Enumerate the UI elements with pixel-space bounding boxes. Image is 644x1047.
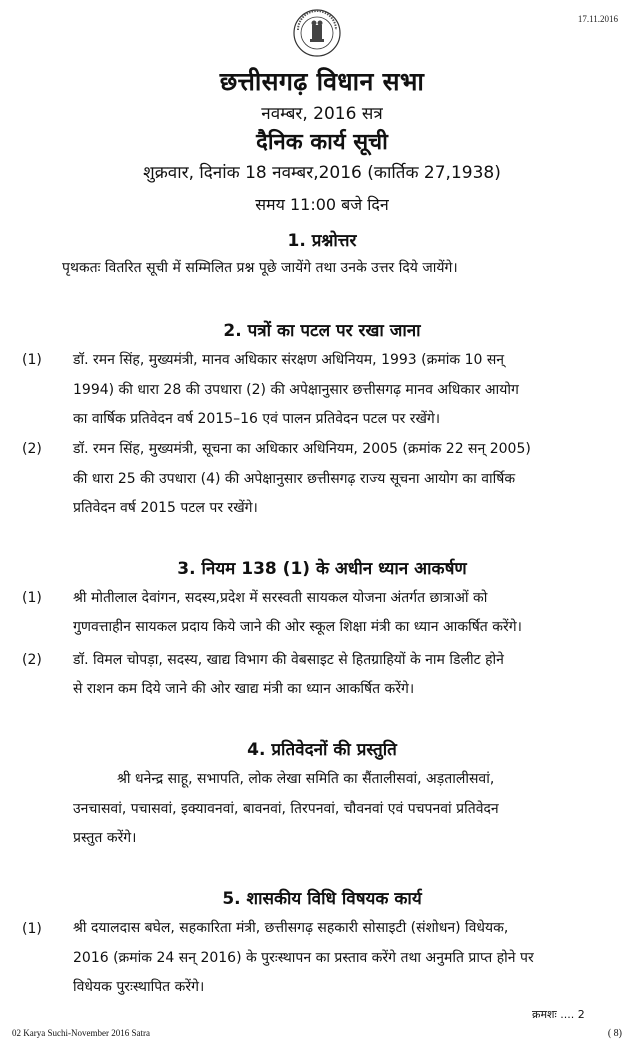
section-1-text: पृथकतः वितरित सूची में सम्मिलित प्रश्न पूछे जायेंगे तथा उनके उत्तर दिये जायेंगे। xyxy=(62,260,458,276)
section-3-heading: 3. नियम 138 (1) के अधीन ध्यान आकर्षण xyxy=(177,559,467,579)
item-line: का वार्षिक प्रतिवेदन वर्ष 2015–16 एवं पालन प्रतिवेदन पटल पर रखेंगे। xyxy=(73,411,441,427)
time-line: समय 11:00 बजे दिन xyxy=(255,195,389,214)
section-4-line: उनचासवां, पचासवां, इक्यावनवां, बावनवां, तिरपनवां, चौवनवां एवं पचपनवां प्रतिवेदन xyxy=(73,801,499,817)
day-date-line: शुक्रवार, दिनांक 18 नवम्बर,2016 (कार्तिक 27,1938) xyxy=(143,163,501,183)
item-number: (1) xyxy=(22,590,42,606)
section-4-line: प्रस्तुत करेंगे। xyxy=(73,830,137,846)
assembly-emblem-icon xyxy=(292,8,342,58)
continued-note: क्रमशः .... 2 xyxy=(532,1008,585,1021)
item-number: (1) xyxy=(22,921,42,937)
file-name-footer: 02 Karya Suchi-November 2016 Satra xyxy=(12,1028,150,1038)
page-title: छत्तीसगढ़ विधान सभा xyxy=(219,67,425,96)
item-line: से राशन कम दिये जाने की ओर खाद्य मंत्री का ध्यान आकर्षित करेंगे। xyxy=(73,681,415,697)
item-line: डॉ. रमन सिंह, मुख्यमंत्री, मानव अधिकार संरक्षण अधिनियम, 1993 (क्रमांक 10 सन् xyxy=(73,352,505,368)
section-4-heading: 4. प्रतिवेदनों की प्रस्तुति xyxy=(247,740,397,760)
section-2-heading: 2. पत्रों का पटल पर रखा जाना xyxy=(223,321,421,341)
agenda-subtitle: दैनिक कार्य सूची xyxy=(256,130,388,155)
item-line: विधेयक पुरःस्थापित करेंगे। xyxy=(73,979,205,995)
item-line: गुणवत्ताहीन सायकल प्रदाय किये जाने की ओर स्कूल शिक्षा मंत्री का ध्यान आकर्षित करेंगे। xyxy=(73,619,522,635)
item-line: प्रतिवेदन वर्ष 2015 पटल पर रखेंगे। xyxy=(73,500,258,516)
item-number: (2) xyxy=(22,652,42,668)
section-4-line: श्री धनेन्द्र साहू, सभापति, लोक लेखा समिति का सैंतालीसवां, अड़तालीसवां, xyxy=(117,771,495,787)
item-number: (2) xyxy=(22,441,42,457)
item-line: डॉ. विमल चोपड़ा, सदस्य, खाद्य विभाग की वेबसाइट से हितग्राहियों के नाम डिलीट होने xyxy=(73,652,504,668)
session-line: नवम्बर, 2016 सत्र xyxy=(261,104,383,124)
item-line: श्री मोतीलाल देवांगन, सदस्य,प्रदेश में सरस्वती सायकल योजना अंतर्गत छात्राओं को xyxy=(73,590,488,606)
item-line: 1994) की धारा 28 की उपधारा (2) की अपेक्षानुसार छत्तीसगढ़ मानव अधिकार आयोग xyxy=(73,382,519,398)
item-line: 2016 (क्रमांक 24 सन् 2016) के पुरःस्थापन का प्रस्ताव करेंगे तथा अनुमति प्राप्त होने पर xyxy=(73,950,534,966)
item-number: (1) xyxy=(22,352,42,368)
section-5-heading: 5. शासकीय विधि विषयक कार्य xyxy=(222,889,422,909)
date-stamp: 17.11.2016 xyxy=(577,14,618,24)
item-line: की धारा 25 की उपधारा (4) की अपेक्षानुसार छत्तीसगढ़ राज्य सूचना आयोग का वार्षिक xyxy=(73,471,516,487)
item-line: डॉ. रमन सिंह, मुख्यमंत्री, सूचना का अधिकार अधिनियम, 2005 (क्रमांक 22 सन् 2005) xyxy=(73,441,531,457)
page-number: ( 8) xyxy=(607,1028,622,1039)
section-1-heading: 1. प्रश्नोत्तर xyxy=(287,231,357,251)
item-line: श्री दयालदास बघेल, सहकारिता मंत्री, छत्तीसगढ़ सहकारी सोसाइटी (संशोधन) विधेयक, xyxy=(73,920,509,936)
